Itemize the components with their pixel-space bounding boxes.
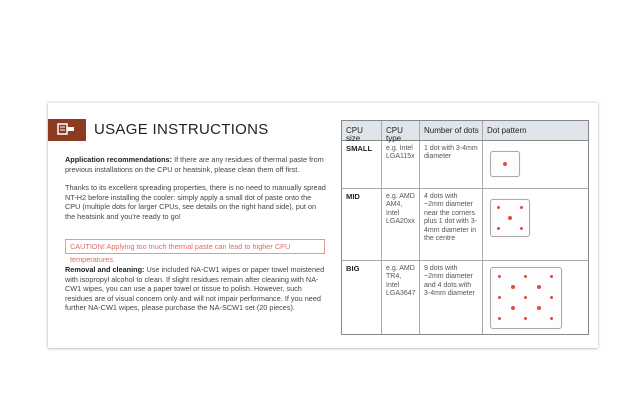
cpu-type-cell: e.g. AMD TR4, Intel LGA3647 xyxy=(382,261,420,334)
cpu-size-cell: SMALL xyxy=(342,141,382,188)
cpu-type-cell: e.g. Intel LGA115x xyxy=(382,141,420,188)
instructions-column xyxy=(48,103,338,348)
application-paragraph xyxy=(65,155,327,174)
spreading-paragraph: Thanks to its excellent spreading properties, there is no need to manually spread NT-H2 before installing the cooler: simply apply a small dot of paste onto the CPU (multiple dots for larger CPUs, see details on the right hand side), put on the heatsink and you're ready to go! xyxy=(65,183,326,221)
cpu-size-cell: MID xyxy=(342,189,382,260)
paste-dot xyxy=(511,306,515,310)
paste-dot xyxy=(498,275,501,278)
instruction-card xyxy=(48,103,598,348)
paste-dot xyxy=(537,306,541,310)
paste-dot xyxy=(524,317,527,320)
cleaning-text: Use included NA-CW1 wipes or paper towel moistened with isopropyl alcohol to clean. If slight residues remain after cleaning with NA-CW1 wipes, you can use a paper towel or tissue to polish. However, such residues are of visual concern only and will not impair performance. If you need further NA-CW1 wipes, please purchase the NA-SCW1 set (20 pieces). xyxy=(65,265,325,313)
caution-notice: CAUTION! Applying too much thermal paste can lead to higher CPU temperatures. xyxy=(65,239,325,254)
dot-pattern-small xyxy=(490,151,520,177)
section-header xyxy=(48,119,338,141)
paste-syringe-icon xyxy=(48,119,86,141)
paste-dot xyxy=(498,317,501,320)
cpu-size-cell: BIG xyxy=(342,261,382,334)
dot-pattern-table xyxy=(341,120,589,335)
table-row xyxy=(342,261,588,334)
paste-dot xyxy=(524,275,527,278)
dots-cell: 9 dots with ~2mm diameter and 4 dots with 3-4mm diameter xyxy=(420,261,483,334)
header-number-of-dots: Number of dots xyxy=(420,121,483,140)
paste-dot xyxy=(550,275,553,278)
paste-dot xyxy=(503,162,507,166)
cpu-type-cell: e.g. AMD AM4, Intel LGA20xx xyxy=(382,189,420,260)
paste-dot xyxy=(520,206,523,209)
table-row xyxy=(342,141,588,189)
paste-dot xyxy=(497,227,500,230)
application-text: If there are any residues of thermal paste from previous installations on the CPU or heatsink, please clean them off first. xyxy=(65,155,324,174)
header-cpu-type: CPU type xyxy=(382,121,420,140)
header-dot-pattern: Dot pattern xyxy=(487,126,527,135)
cleaning-paragraph xyxy=(65,265,327,313)
paste-dot xyxy=(550,296,553,299)
paste-dot xyxy=(498,296,501,299)
cleaning-heading: Removal and cleaning: xyxy=(65,265,145,274)
paste-dot xyxy=(511,285,515,289)
dot-pattern-mid xyxy=(490,199,530,237)
dots-cell: 1 dot with 3-4mm diameter xyxy=(420,141,483,188)
application-heading: Application recommendations: xyxy=(65,155,173,164)
paste-dot xyxy=(524,296,527,299)
table-header-row xyxy=(342,121,588,144)
dots-cell: 4 dots with ~2mm diameter near the corners plus 1 dot with 3-4mm diameter in the centre xyxy=(420,189,483,260)
dot-pattern-cell xyxy=(483,261,588,334)
dot-pattern-cell xyxy=(483,141,588,188)
paste-dot xyxy=(497,206,500,209)
paste-dot xyxy=(508,216,512,220)
dot-pattern-big xyxy=(490,267,562,329)
dot-pattern-cell xyxy=(483,189,588,260)
page-title: USAGE INSTRUCTIONS xyxy=(94,121,269,138)
paste-dot xyxy=(520,227,523,230)
header-cpu-size: CPU size xyxy=(342,121,382,140)
paste-dot xyxy=(537,285,541,289)
table-row xyxy=(342,189,588,261)
paste-dot xyxy=(550,317,553,320)
